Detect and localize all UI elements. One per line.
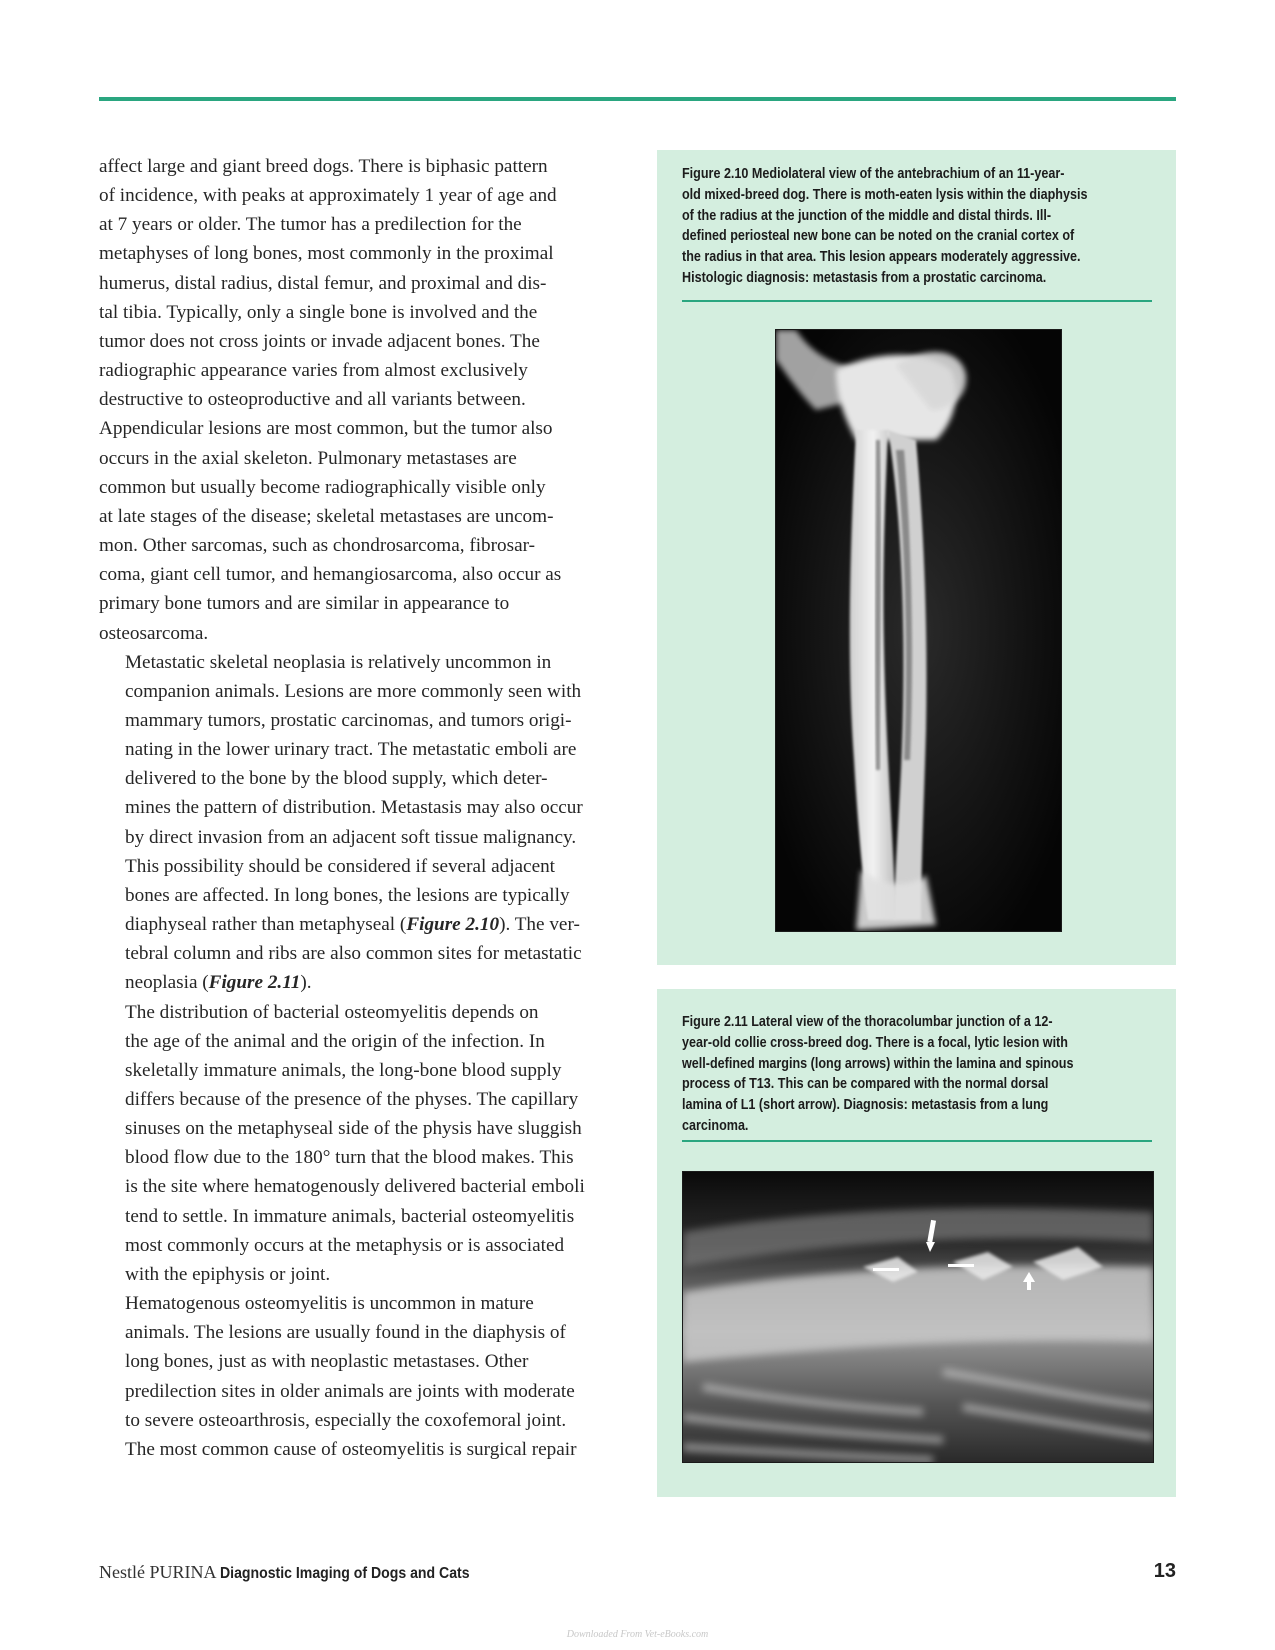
text-line: of incidence, with peaks at approximately 1 year of age and xyxy=(99,185,557,207)
body-text-column xyxy=(99,152,624,1464)
caption-line: the radius in that area. This lesion appears moderately aggressive. xyxy=(682,249,1081,266)
text-segment: diaphyseal rather than metaphyseal ( xyxy=(125,914,407,936)
text-line: bones are affected. In long bones, the lesions are typically xyxy=(125,884,570,906)
radiograph-antebrachium-image xyxy=(775,329,1062,932)
caption-line: Figure 2.11 Lateral view of the thoracolumbar junction of a 12- xyxy=(682,1014,1053,1030)
text-line-with-figure-ref xyxy=(99,968,624,997)
text-line: destructive to osteoproductive and all variants between. xyxy=(99,389,526,411)
paragraph-1 xyxy=(99,152,624,648)
caption-line: process of T13. This can be compared with the normal dorsal xyxy=(682,1076,1049,1093)
text-line: The most common cause of osteomyelitis is surgical repair xyxy=(125,1438,577,1460)
text-line: most commonly occurs at the metaphysis or is associated xyxy=(125,1234,565,1256)
text-line: tend to settle. In immature animals, bacterial osteomyelitis xyxy=(125,1205,575,1227)
text-line: radiographic appearance varies from almost exclusively xyxy=(99,360,528,382)
text-line: mines the pattern of distribution. Metastasis may also occur xyxy=(125,797,583,819)
text-line: by direct invasion from an adjacent soft tissue malignancy. xyxy=(125,826,577,848)
paragraph-2 xyxy=(99,648,624,998)
text-line: humerus, distal radius, distal femur, and proximal and dis- xyxy=(99,272,547,294)
text-line: with the epiphysis or joint. xyxy=(125,1263,331,1285)
caption-line: year-old collie cross-breed dog. There is a focal, lytic lesion with xyxy=(682,1034,1068,1051)
text-line: tumor does not cross joints or invade adjacent bones. The xyxy=(99,330,540,352)
text-line: the age of the animal and the origin of the infection. In xyxy=(125,1030,545,1052)
text-line: nating in the lower urinary tract. The metastatic emboli are xyxy=(125,739,577,761)
text-line: differs because of the presence of the physes. The capillary xyxy=(125,1089,579,1110)
text-line: occurs in the axial skeleton. Pulmonary metastases are xyxy=(99,447,517,469)
text-line: The distribution of bacterial osteomyelitis depends on xyxy=(125,1001,539,1023)
text-line: companion animals. Lesions are more commonly seen with xyxy=(125,680,582,702)
text-line: to severe osteoarthrosis, especially the coxofemoral joint. xyxy=(125,1409,567,1431)
caption-line: Figure 2.10 Mediolateral view of the antebrachium of an 11-year- xyxy=(682,166,1065,182)
text-line-with-figure-ref xyxy=(99,910,624,939)
caption-line: carcinoma. xyxy=(682,1117,749,1134)
text-line: affect large and giant breed dogs. There is biphasic pattern xyxy=(99,156,548,177)
text-line: osteosarcoma. xyxy=(99,622,209,644)
text-line: long bones, just as with neoplastic metastases. Other xyxy=(125,1351,529,1373)
text-line: metaphyses of long bones, most commonly in the proximal xyxy=(99,243,554,265)
figure-2-10-panel xyxy=(657,150,1176,965)
text-line: This possibility should be considered if several adjacent xyxy=(125,855,556,877)
figure-2-11-caption xyxy=(682,1012,1096,1137)
footer-book-title: Diagnostic Imaging of Dogs and Cats xyxy=(220,1565,470,1582)
antebrachium-xray-illustration xyxy=(776,330,1061,931)
page-number: 13 xyxy=(1153,1560,1176,1582)
text-line: Hematogenous osteomyelitis is uncommon in mature xyxy=(125,1293,534,1315)
caption-line: well-defined margins (long arrows) within the lamina and spinous xyxy=(682,1055,1074,1072)
text-line: animals. The lesions are usually found in the diaphysis of xyxy=(125,1322,566,1344)
paragraph-4 xyxy=(99,1289,624,1464)
text-line: primary bone tumors and are similar in appearance to xyxy=(99,593,510,615)
text-line: at 7 years or older. The tumor has a predilection for the xyxy=(99,214,522,236)
caption-line: old mixed-breed dog. There is moth-eaten lysis within the diaphysis xyxy=(682,186,1088,203)
caption-line: lamina of L1 (short arrow). Diagnosis: metastasis from a lung xyxy=(682,1097,1049,1114)
paragraph-3 xyxy=(99,998,624,1290)
text-line: common but usually become radiographically visible only xyxy=(99,476,546,498)
caption-rule xyxy=(682,300,1152,302)
figure-2-10-link[interactable]: Figure 2.10 xyxy=(406,914,500,936)
text-line: coma, giant cell tumor, and hemangiosarcoma, also occur as xyxy=(99,564,562,586)
text-line: Metastatic skeletal neoplasia is relatively uncommon in xyxy=(125,651,552,673)
text-line: mammary tumors, prostatic carcinomas, and tumors origi- xyxy=(125,709,572,731)
text-line: is the site where hematogenously delivered bacterial emboli xyxy=(125,1176,585,1198)
text-line: tal tibia. Typically, only a single bone is involved and the xyxy=(99,301,538,323)
footer-brand-name: Nestlé PURINA xyxy=(99,1562,216,1582)
text-line: Appendicular lesions are most common, but the tumor also xyxy=(99,418,553,440)
text-segment: ). xyxy=(300,972,312,994)
caption-line: of the radius at the junction of the middle and distal thirds. Ill- xyxy=(682,207,1052,224)
page-footer xyxy=(99,1562,1176,1588)
figure-2-11-panel xyxy=(657,989,1176,1497)
figure-2-10-caption xyxy=(682,164,1096,289)
figure-2-11-link[interactable]: Figure 2.11 xyxy=(208,972,301,994)
text-line: skeletally immature animals, the long-bone blood supply xyxy=(125,1059,562,1081)
radiograph-thoracolumbar-image xyxy=(682,1171,1154,1463)
footer-publication xyxy=(99,1562,504,1583)
text-line: tebral column and ribs are also common sites for metastatic xyxy=(125,943,582,965)
caption-line: defined periosteal new bone can be noted on the cranial cortex of xyxy=(682,228,1075,245)
text-line: sinuses on the metaphyseal side of the physis have sluggish xyxy=(125,1118,582,1140)
text-segment: neoplasia ( xyxy=(125,972,209,994)
caption-rule xyxy=(682,1140,1152,1142)
text-line: delivered to the bone by the blood supply, which deter- xyxy=(125,768,548,790)
text-line: at late stages of the disease; skeletal metastases are uncom- xyxy=(99,505,554,527)
text-line: blood flow due to the 180° turn that the blood makes. This xyxy=(125,1147,574,1169)
download-watermark: Downloaded From Vet-eBooks.com xyxy=(566,1629,709,1640)
thoracolumbar-xray-illustration xyxy=(683,1172,1153,1462)
caption-line: Histologic diagnosis: metastasis from a prostatic carcinoma. xyxy=(682,269,1047,286)
text-line: predilection sites in older animals are joints with moderate xyxy=(125,1380,575,1402)
header-rule xyxy=(99,97,1176,101)
text-line: mon. Other sarcomas, such as chondrosarcoma, fibrosar- xyxy=(99,535,535,557)
text-segment: ). The ver- xyxy=(499,914,580,936)
